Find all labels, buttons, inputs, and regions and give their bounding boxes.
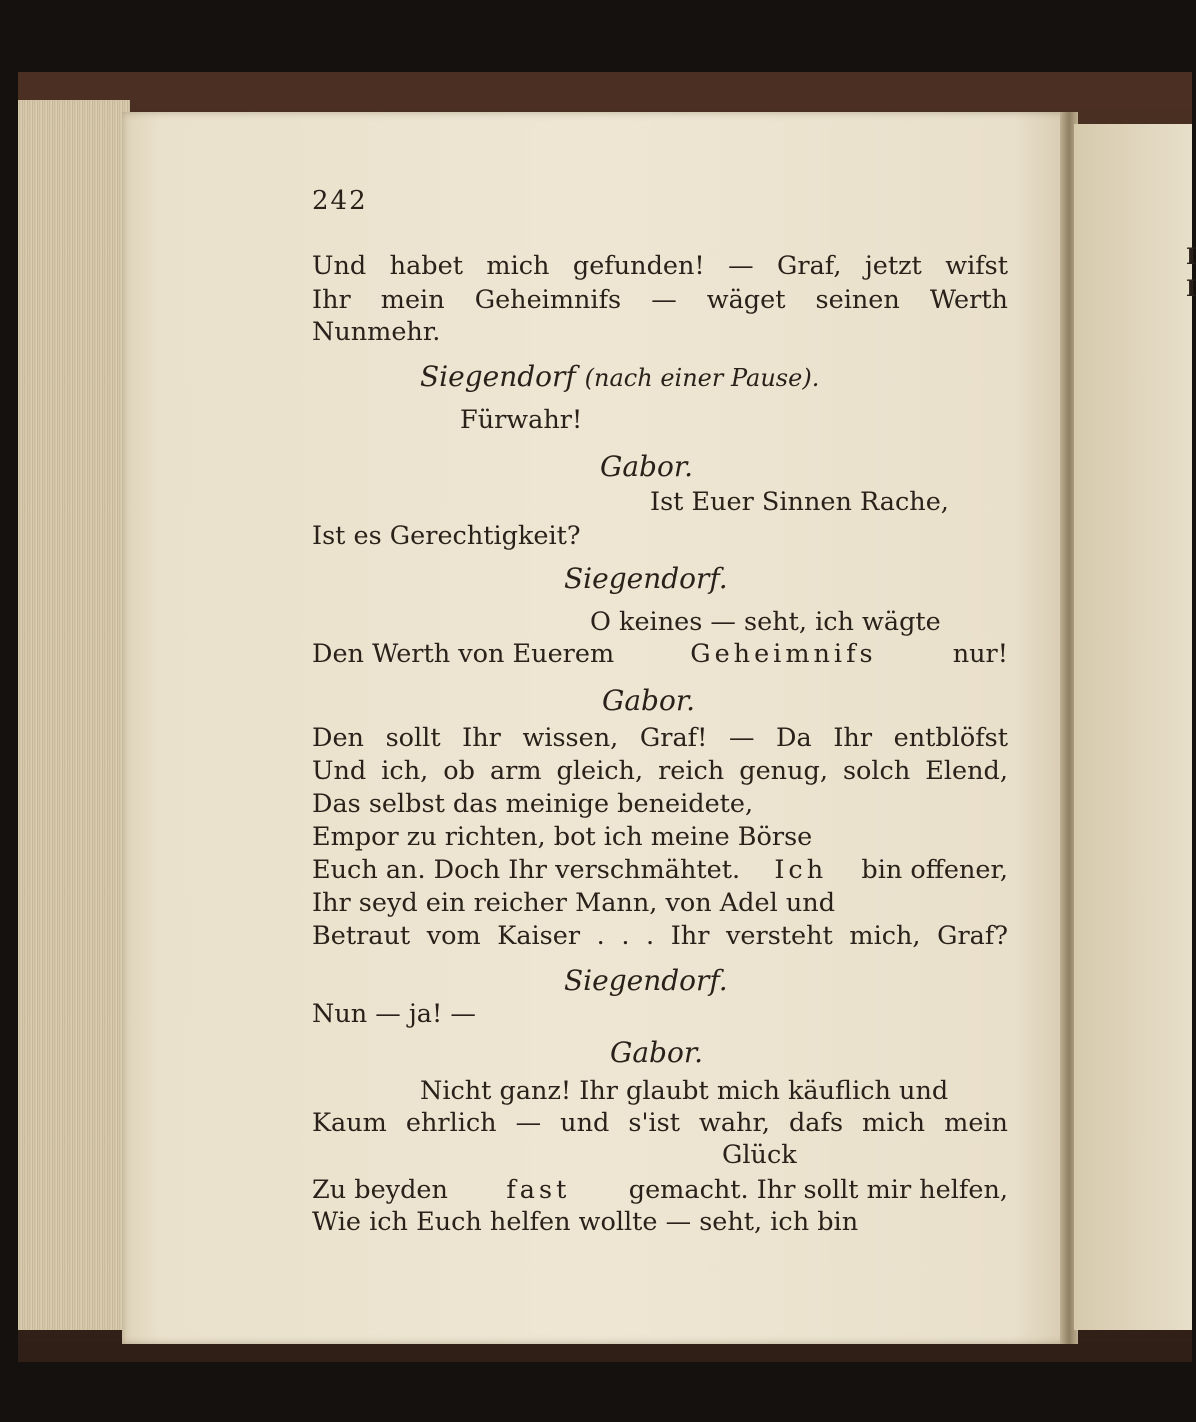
- speaker-name: Gabor.: [610, 1036, 704, 1069]
- text-fragment: bin offener,: [861, 855, 1008, 885]
- right-page-fragment: I: [1186, 244, 1196, 270]
- text-line: Nun — ja! —: [312, 999, 476, 1029]
- text-fragment: Zu beyden: [312, 1175, 448, 1205]
- text-line: Nicht ganz! Ihr glaubt mich käuflich und: [420, 1076, 949, 1106]
- right-page-fragment: I: [1186, 276, 1196, 302]
- text-line: Ist Euer Sinnen Rache,: [650, 487, 949, 517]
- emphasized-word: Ich: [774, 855, 828, 885]
- text-line: Den sollt Ihr wissen, Graf! — Da Ihr entblöfst: [312, 723, 1008, 753]
- text-line: Wie ich Euch helfen wollte — seht, ich bin: [312, 1207, 859, 1237]
- text-line: Glück: [722, 1140, 797, 1170]
- stage-direction: (nach einer Pause).: [584, 364, 820, 392]
- text-line: Und ich, ob arm gleich, reich genug, solch Elend,: [312, 756, 1008, 786]
- speaker-label: Siegendorf: [420, 360, 576, 393]
- text-line: [312, 638, 1008, 670]
- text-fragment: Den Werth von Euerem: [312, 639, 615, 669]
- speaker-name: Siegendorf.: [564, 964, 728, 997]
- emphasized-word: Geheimnifs: [690, 639, 877, 669]
- text-line: Betraut vom Kaiser . . . Ihr versteht mich, Graf?: [312, 921, 1008, 951]
- text-fragment: Euch an. Doch Ihr verschmähtet.: [312, 855, 741, 885]
- page-number: 242: [312, 186, 368, 216]
- speaker-name: Gabor.: [600, 450, 694, 483]
- text-fragment: gemacht. Ihr sollt mir helfen,: [628, 1175, 1008, 1205]
- text-line: Ihr seyd ein reicher Mann, von Adel und: [312, 888, 836, 918]
- emphasized-word: fast: [506, 1175, 571, 1205]
- text-line: Ist es Gerechtigkeit?: [312, 521, 581, 551]
- text-line: Nunmehr.: [312, 317, 441, 347]
- text-line: Empor zu richten, bot ich meine Börse: [312, 822, 813, 852]
- speaker-name: [420, 360, 819, 395]
- right-page: [1074, 124, 1196, 1330]
- speaker-name: Siegendorf.: [564, 562, 728, 595]
- text-line: Das selbst das meinige beneidete,: [312, 789, 754, 819]
- text-line: Kaum ehrlich — und s'ist wahr, dafs mich mein: [312, 1108, 1008, 1138]
- text-line: Und habet mich gefunden! — Graf, jetzt wifst: [312, 251, 1008, 281]
- text-line: [312, 854, 1008, 886]
- text-line: [312, 1174, 1008, 1206]
- text-line: Fürwahr!: [460, 405, 583, 435]
- text-fragment: nur!: [952, 639, 1008, 669]
- text-line: O keines — seht, ich wägte: [590, 607, 941, 637]
- page-edges: [18, 100, 130, 1330]
- text-line: Ihr mein Geheimnifs — wäget seinen Werth: [312, 285, 1008, 315]
- speaker-name: Gabor.: [602, 684, 696, 717]
